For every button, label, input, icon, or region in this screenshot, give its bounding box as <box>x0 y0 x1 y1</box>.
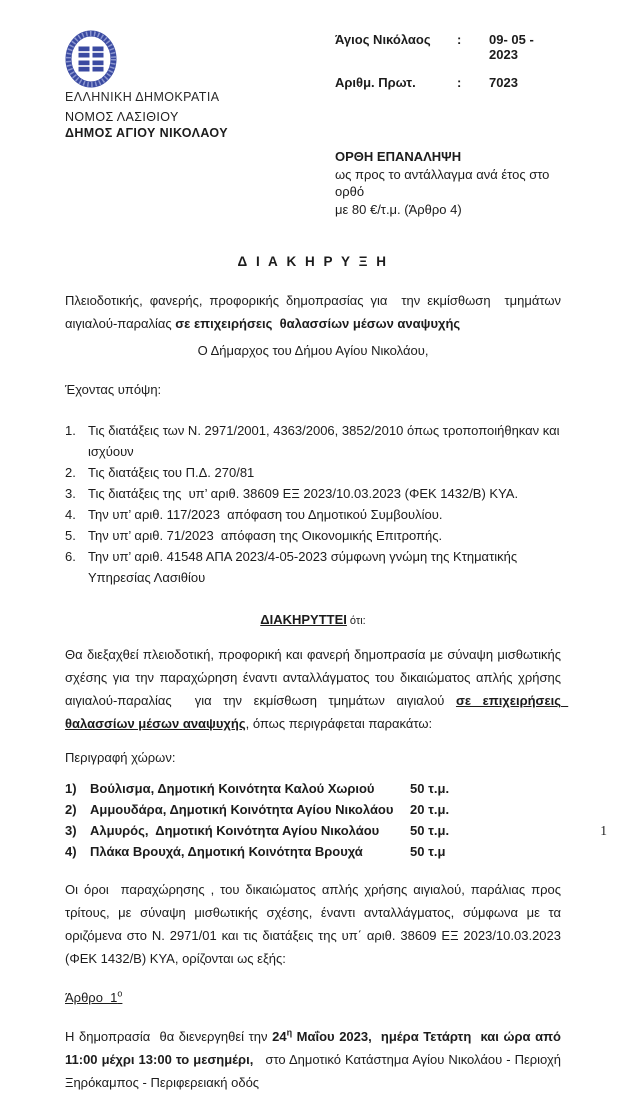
article-1-superscript: ο <box>117 988 123 999</box>
list-item <box>65 420 564 462</box>
list-item <box>65 841 561 862</box>
document-header <box>65 30 561 140</box>
correction-line-2: με 80 €/τ.μ. (Άρθρο 4) <box>335 201 462 217</box>
item-number: 3. <box>65 486 76 501</box>
list-item <box>65 546 561 588</box>
space-name: Βούλισμα, Δημοτική Κοινότητα Καλού Χωριού <box>90 781 375 796</box>
article-bold-2: Μαΐου 2023, ημέρα Τετάρτη και ώρα από 11:00 μέχρι 13:00 το μεσημέρι, <box>65 1029 565 1067</box>
item-number: 2) <box>65 802 77 817</box>
legal-references-list <box>65 420 564 588</box>
space-area: 50 τ.μ <box>410 844 446 859</box>
issuing-authority <box>65 90 228 140</box>
decree-bold-underline: σε επιχειρήσεις θαλασσίων μέσων αναψυχής <box>65 693 569 731</box>
intro-bold: σε επιχειρήσεις θαλασσίων μέσων αναψυχής <box>175 316 461 331</box>
spaces-description-label: Περιγραφή χώρων: <box>65 750 176 765</box>
greek-coat-of-arms-icon <box>65 30 117 88</box>
meta-row-place-date <box>335 32 565 62</box>
article-regular-2: στο Δημοτικό Κατάστημα Αγίου Νικολάου - Περιοχή Ξηρόκαμπος - Περιφερειακή οδός <box>65 1052 572 1090</box>
item-number: 5. <box>65 528 76 543</box>
decree-paragraph <box>65 643 569 735</box>
protocol-meta <box>335 32 565 103</box>
decree-post: , όπως περιγράφεται παρακάτω: <box>245 716 433 731</box>
list-item <box>65 799 561 820</box>
decree-heading <box>65 612 561 627</box>
date-value: 09- 05 - 2023 <box>489 32 534 62</box>
intro-paragraph <box>65 289 565 335</box>
prefecture-line: ΝΟΜΟΣ ΛΑΣΙΘΙΟΥ <box>65 110 179 124</box>
correction-line-1: ως προς το αντάλλαγμα ανά έτος στο ορθό <box>335 166 550 199</box>
item-number: 4. <box>65 507 76 522</box>
space-area: 20 τ.μ. <box>410 802 450 817</box>
space-name: Αμμουδάρα, Δημοτική Κοινότητα Αγίου Νικολάου <box>90 802 394 817</box>
article-1-label <box>65 990 122 1005</box>
item-text: Τις διατάξεις της υπ’ αριθ. 38609 ΕΞ 2023/10.03.2023 (ΦΕΚ 1432/Β) ΚΥΑ. <box>88 486 519 501</box>
list-item <box>65 778 561 799</box>
item-text: Τις διατάξεις του Π.Δ. 270/81 <box>88 465 255 480</box>
municipality-line: ΔΗΜΟΣ ΑΓΙΟΥ ΝΙΚΟΛΑΟΥ <box>65 126 228 140</box>
decree-heading-rest: ότι: <box>346 615 366 627</box>
list-item <box>65 525 561 546</box>
item-text: Τις διατάξεις των Ν. 2971/2001, 4363/2006, 3852/2010 όπως τροποποιήθηκαν και ισχύουν <box>88 423 564 459</box>
correction-notice <box>335 148 561 218</box>
spaces-list <box>65 778 561 862</box>
item-number: 1. <box>65 423 76 438</box>
item-text: Την υπ’ αριθ. 71/2023 απόφαση της Οικονομικής Επιτροπής. <box>88 528 443 543</box>
space-name: Πλάκα Βρουχά, Δημοτική Κοινότητα Βρουχά <box>90 844 363 859</box>
space-area: 50 τ.μ. <box>410 781 450 796</box>
terms-paragraph: Οι όροι παραχώρησης , του δικαιώματος απλής χρήσης αιγιαλού, παράλιας προς τρίτους, με σύναψη μισθωτικής σχέσης, έναντι ανταλλάγματος, σύμφωνα με τα οριζόμενα στο Ν. 2971/01 και τις διατάξεις της υπ΄ αριθ. 38609 ΕΞ 2023/10.03.2023 (ΦΕΚ 1432/Β) ΚΥΑ, ορίζονται ως εξής: <box>65 882 565 966</box>
place-label: Άγιος Νικόλαος <box>335 32 431 47</box>
intro-regular: Πλειοδοτικής, φανερής, προφορικής δημοπρασίας για την εκμίσθωση τμημάτων αιγιαλού-παραλίας <box>65 293 565 331</box>
article-bold-superscript: η <box>286 1027 293 1038</box>
separator: : <box>457 75 462 90</box>
item-text: Την υπ’ αριθ. 117/2023 απόφαση του Δημοτικού Συμβουλίου. <box>88 507 443 522</box>
list-item <box>65 483 561 504</box>
item-number: 1) <box>65 781 77 796</box>
item-number: 3) <box>65 823 77 838</box>
correction-title: ΟΡΘΗ ΕΠΑΝΑΛΗΨΗ <box>335 149 462 164</box>
mayor-line: Ο Δήμαρχος του Δήμου Αγίου Νικολάου, <box>197 343 429 358</box>
protocol-label: Αριθμ. Πρωτ. <box>335 75 416 90</box>
space-name: Αλμυρός, Δημοτική Κοινότητα Αγίου Νικολάου <box>90 823 380 838</box>
page-number: 1 <box>600 823 607 838</box>
article-1-paragraph <box>65 1025 572 1094</box>
republic-line: ΕΛΛΗΝΙΚΗ ΔΗΜΟΚΡΑΤΙΑ <box>65 90 220 104</box>
separator: : <box>457 32 462 47</box>
item-number: 6. <box>65 549 76 564</box>
item-number: 4) <box>65 844 77 859</box>
item-number: 2. <box>65 465 76 480</box>
list-item <box>65 504 561 525</box>
having-regard-label: Έχοντας υπόψη: <box>65 382 162 397</box>
list-item <box>65 462 561 483</box>
list-item <box>65 820 561 841</box>
meta-row-protocol-number <box>335 75 565 90</box>
article-bold-1: 24 <box>272 1029 287 1044</box>
article-1-heading-wrap <box>65 970 561 1005</box>
item-text: Την υπ’ αριθ. 41548 ΑΠΑ 2023/4-05-2023 σύμφωνη γνώμη της Κτηματικής Υπηρεσίας Λασιθίου <box>88 549 521 585</box>
decree-pre: Θα διεξαχθεί πλειοδοτική, προφορική και φανερή δημοπρασία με σύναψη μισθωτικής σχέσης για την παραχώρηση έναντι ανταλλάγματος του δικαιώματος απλής χρήσης αιγιαλού-παραλίας για την εκμίσθωση τμημάτων αιγιαλού <box>65 647 565 708</box>
document-title: Δ Ι Α Κ Η Ρ Υ Ξ Η <box>237 254 389 269</box>
protocol-value: 7023 <box>489 75 518 90</box>
article-regular-1: Η δημοπρασία θα διενεργηθεί την <box>65 1029 273 1044</box>
decree-heading-bold: ΔΙΑΚΗΡΥΤΤΕΙ <box>260 612 347 627</box>
space-area: 50 τ.μ. <box>410 823 450 838</box>
article-1-text: Άρθρο 1 <box>65 990 118 1005</box>
